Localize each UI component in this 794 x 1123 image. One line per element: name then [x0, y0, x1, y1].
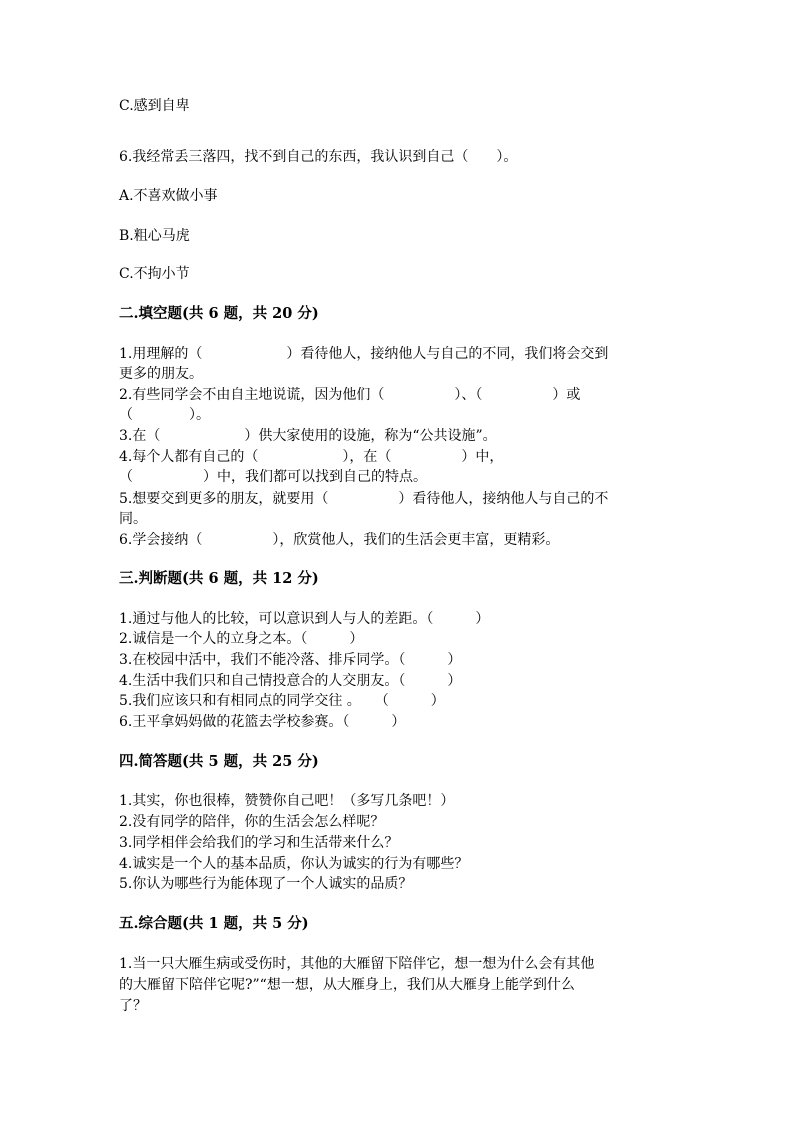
- section4-line: 1.其实，你也很棒，赞赞你自己吧！（多写几条吧！）: [119, 793, 455, 809]
- section2-heading: 二.填空题(共 6 题，共 20 分): [119, 305, 319, 322]
- q6-question: 6.我经常丢三落四，找不到自己的东西，我认识到自己（ ）。: [119, 149, 518, 165]
- section2-line: 4.每个人都有自己的（ ），在（ ）中，: [119, 449, 504, 465]
- section2-line: 5.想要交到更多的朋友，就要用（ ）看待他人，接纳他人与自己的不: [119, 491, 609, 507]
- q6-option-b: B.粗心马虎: [119, 228, 190, 244]
- section5-line: 1.当一只大雁生病或受伤时，其他的大雁留下陪伴它，想一想为什么会有其他: [119, 956, 595, 972]
- section2-line: 3.在（ ）供大家使用的设施，称为“公共设施”。: [119, 428, 497, 444]
- section5-heading: 五.综合题(共 1 题，共 5 分): [119, 915, 309, 932]
- section4-line: 5.你认为哪些行为能体现了一个人诚实的品质？: [119, 876, 413, 892]
- section2-line: （ ）中，我们都可以找到自己的特点。: [119, 469, 427, 485]
- section3-line: 1.通过与他人的比较，可以意识到人与人的差距。（ ）: [119, 611, 490, 627]
- section3-line: 3.在校园中活中，我们不能冷落、排斥同学。（ ）: [119, 652, 462, 668]
- section3-line: 4.生活中我们只和自己情投意合的人交朋友。（ ）: [119, 673, 462, 689]
- section3-line: 5.我们应该只和有相同点的同学交往 。 （ ）: [119, 693, 445, 709]
- section4-heading: 四.简答题(共 5 题，共 25 分): [119, 753, 319, 770]
- section4-line: 4.诚实是一个人的基本品质，你认为诚实的行为有哪些？: [119, 856, 469, 872]
- section2-line: 更多的朋友。: [119, 366, 203, 382]
- section3-line: 2.诚信是一个人的立身之本。（ ）: [119, 631, 364, 647]
- section4-line: 2.没有同学的陪伴，你的生活会怎么样呢？: [119, 814, 385, 830]
- section2-line: 1.用理解的（ ）看待他人，接纳他人与自己的不同，我们将会交到: [119, 346, 609, 362]
- q5-option-c: C.感到自卑: [119, 98, 190, 114]
- q6-option-c: C.不拘小节: [119, 266, 190, 282]
- section2-line: （ ）。: [119, 407, 210, 423]
- section5-line: 的大雁留下陪伴它呢?”“想一想，从大雁身上，我们从大雁身上能学到什么: [119, 977, 575, 993]
- section3-heading: 三.判断题(共 6 题，共 12 分): [119, 570, 319, 587]
- section2-line: 2.有些同学会不由自主地说谎，因为他们（ ）、（ ）或: [119, 387, 581, 403]
- section3-line: 6.王平拿妈妈做的花篮去学校参赛。（ ）: [119, 714, 406, 730]
- section2-line: 6.学会接纳（ ），欣赏他人，我们的生活会更丰富，更精彩。: [119, 532, 560, 548]
- q6-option-a: A.不喜欢做小事: [119, 188, 218, 204]
- section4-line: 3.同学相伴会给我们的学习和生活带来什么？: [119, 835, 399, 851]
- section5-line: 了？: [119, 998, 147, 1014]
- section2-line: 同。: [119, 511, 147, 527]
